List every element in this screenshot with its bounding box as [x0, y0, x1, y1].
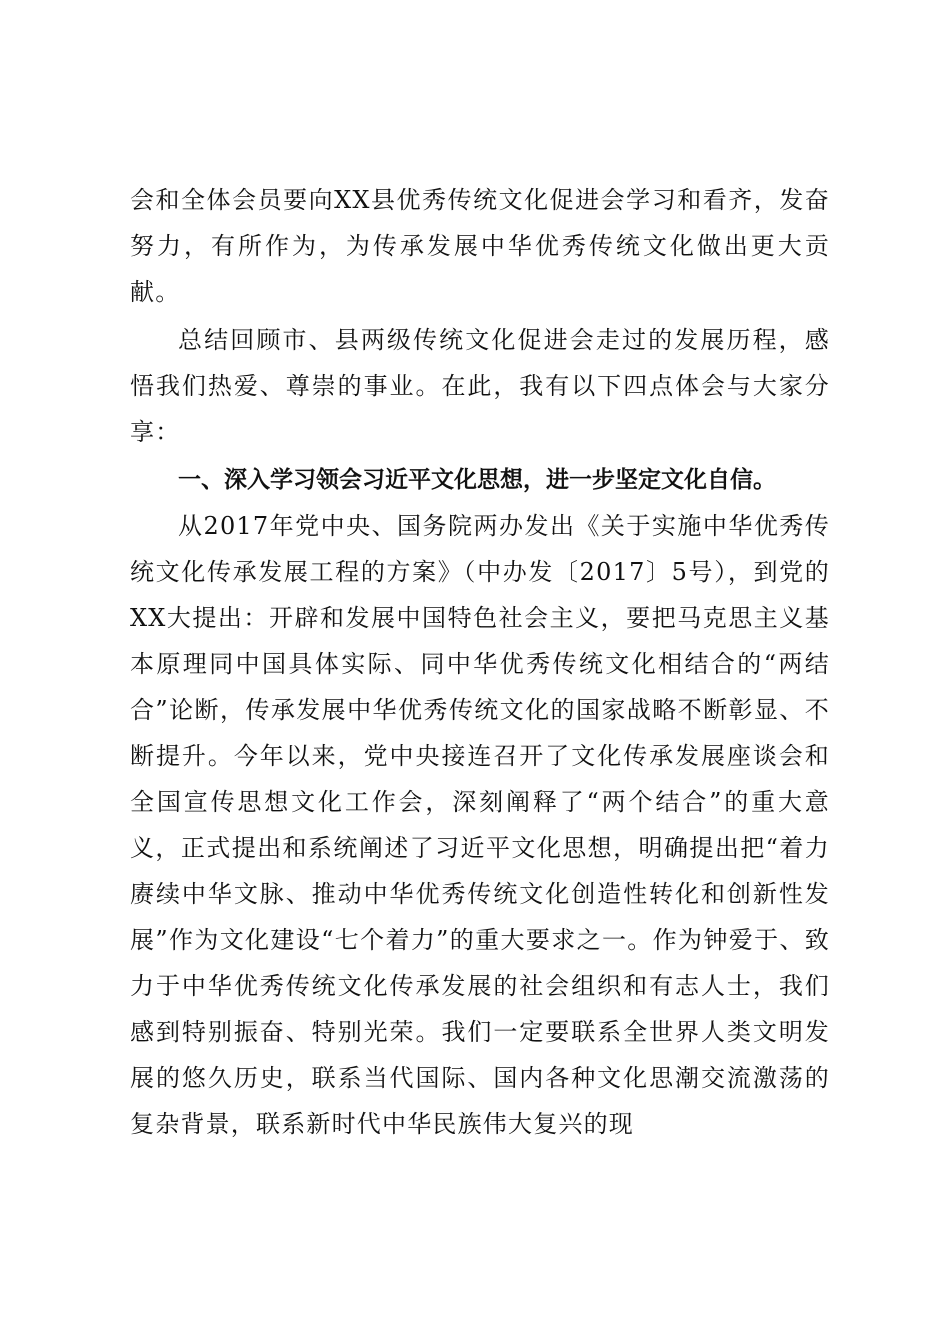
paragraph-continuation: 会和全体会员要向XX县优秀传统文化促进会学习和看齐，发奋努力，有所作为，为传承发展中华优秀传统文化做出更大贡献。	[130, 186, 830, 306]
paragraph-body: 从2017年党中央、国务院两办发出《关于实施中华优秀传统文化传承发展工程的方案》（中办发〔2017〕5号），到党的XX大提出：开辟和发展中国特色社会主义，要把马克思主义基本原理同中国具体实际、同中华优秀传统文化相结合的“两结合”论断，传承发展中华优秀传统文化的国家战略不断彰显、不断提升。今年以来，党中央接连召开了文化传承发展座谈会和全国宣传思想文化工作会，深刻阐释了“两个结合”的重大意义，正式提出和系统阐述了习近平文化思想，明确提出把“着力赓续中华文脉、推动中华优秀传统文化创造性转化和创新性发展”作为文化建设“七个着力”的重大要求之一。作为钟爱于、致力于中华优秀传统文化传承发展的社会组织和有志人士，我们感到特别振奋、特别光荣。我们一定要联系全世界人类文明发展的悠久历史，联系当代国际、国内各种文化思潮交流激荡的复杂背景，联系新时代中华民族伟大复兴的现	[130, 512, 830, 1138]
section-heading-1: 一、深入学习领会习近平文化思想，进一步坚定文化自信。	[178, 467, 776, 493]
paragraph-summary: 总结回顾市、县两级传统文化促进会走过的发展历程，感悟我们热爱、尊崇的事业。在此，我有以下四点体会与大家分享：	[130, 326, 830, 446]
